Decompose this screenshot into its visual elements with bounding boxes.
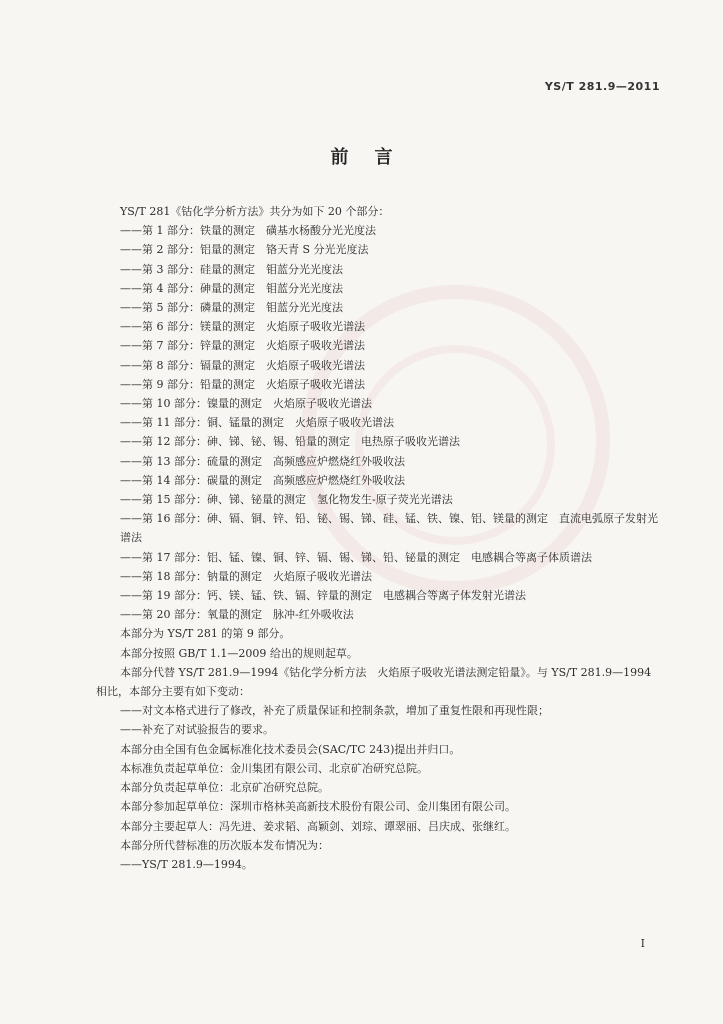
parts-list	[96, 221, 666, 624]
paragraph: 本部分代替 YS/T 281.9—1994《钴化学分析方法 火焰原子吸收光谱法测定铅量》。与 YS/T 281.9—1994 相比，本部分主要有如下变动：	[96, 665, 652, 699]
part-item: ——第 16 部分：砷、镉、铜、锌、铅、铋、锡、锑、硅、锰、铁、镍、铝、镁量的测定 直流电弧原子发射光谱法	[120, 512, 658, 545]
part-item: ——第 9 部分：铅量的测定 火焰原子吸收光谱法	[120, 377, 365, 391]
part-item: ——第 14 部分：碳量的测定 高频感应炉燃烧红外吸收法	[120, 473, 405, 487]
part-item: ——第 15 部分：砷、锑、铋量的测定 氢化物发生-原子荧光光谱法	[120, 493, 453, 507]
part-item: ——第 2 部分：铝量的测定 铬天青 S 分光光度法	[120, 243, 369, 257]
change-item: ——补充了对试验报告的要求。	[120, 723, 274, 737]
change-item: ——对文本格式进行了修改，补充了质量保证和控制条款，增加了重复性限和再现性限；	[120, 704, 549, 718]
paragraph: 本部分参加起草单位：深圳市格林美高新技术股份有限公司、金川集团有限公司。	[120, 800, 516, 814]
part-item: ——第 13 部分：硫量的测定 高频感应炉燃烧红外吸收法	[120, 454, 405, 468]
page-number: I	[640, 937, 645, 950]
document-body	[96, 202, 666, 874]
part-item: ——第 18 部分：钠量的测定 火焰原子吸收光谱法	[120, 569, 372, 583]
part-item: ——第 3 部分：硅量的测定 钼蓝分光光度法	[120, 262, 343, 276]
paragraph: 本部分所代替标准的历次版本发布情况为：	[120, 838, 329, 852]
part-item: ——第 10 部分：镍量的测定 火焰原子吸收光谱法	[120, 397, 372, 411]
paragraph: 本部分由全国有色金属标准化技术委员会(SAC/TC 243)提出并归口。	[120, 742, 461, 756]
part-item: ——第 19 部分：钙、镁、锰、铁、镉、锌量的测定 电感耦合等离子体发射光谱法	[120, 589, 526, 603]
part-item: ——第 6 部分：镁量的测定 火焰原子吸收光谱法	[120, 320, 365, 334]
paragraph: 本部分为 YS/T 281 的第 9 部分。	[120, 627, 291, 641]
part-item: ——第 1 部分：铁量的测定 磺基水杨酸分光光度法	[120, 224, 376, 238]
paragraph: 本部分按照 GB/T 1.1—2009 给出的规则起草。	[120, 646, 358, 660]
part-item: ——第 5 部分：磷量的测定 钼蓝分光光度法	[120, 301, 343, 315]
paragraph: 本部分主要起草人：冯先进、姜求韬、高颖剑、刘琮、谭翠丽、吕庆成、张继红。	[120, 819, 516, 833]
part-item: ——第 11 部分：铜、锰量的测定 火焰原子吸收光谱法	[120, 416, 394, 430]
part-item: ——第 12 部分：砷、锑、铋、锡、铅量的测定 电热原子吸收光谱法	[120, 435, 460, 449]
part-item: ——第 17 部分：铝、锰、镍、铜、锌、镉、锡、锑、铅、铋量的测定 电感耦合等离子体质谱法	[120, 550, 592, 564]
page-title: 前言	[330, 147, 419, 168]
intro-line: YS/T 281《钴化学分析方法》共分为如下 20 个部分：	[120, 205, 390, 218]
history-item: ——YS/T 281.9—1994。	[120, 857, 253, 871]
paragraph: 本部分负责起草单位：北京矿冶研究总院。	[120, 781, 329, 795]
part-item: ——第 8 部分：镉量的测定 火焰原子吸收光谱法	[120, 358, 365, 372]
part-item: ——第 7 部分：锌量的测定 火焰原子吸收光谱法	[120, 339, 365, 353]
part-item: ——第 20 部分：氧量的测定 脉冲-红外吸收法	[120, 608, 354, 622]
standard-number: YS/T 281.9—2011	[544, 80, 660, 93]
part-item: ——第 4 部分：砷量的测定 钼蓝分光光度法	[120, 281, 343, 295]
paragraph: 本标准负责起草单位：金川集团有限公司、北京矿冶研究总院。	[120, 761, 428, 775]
